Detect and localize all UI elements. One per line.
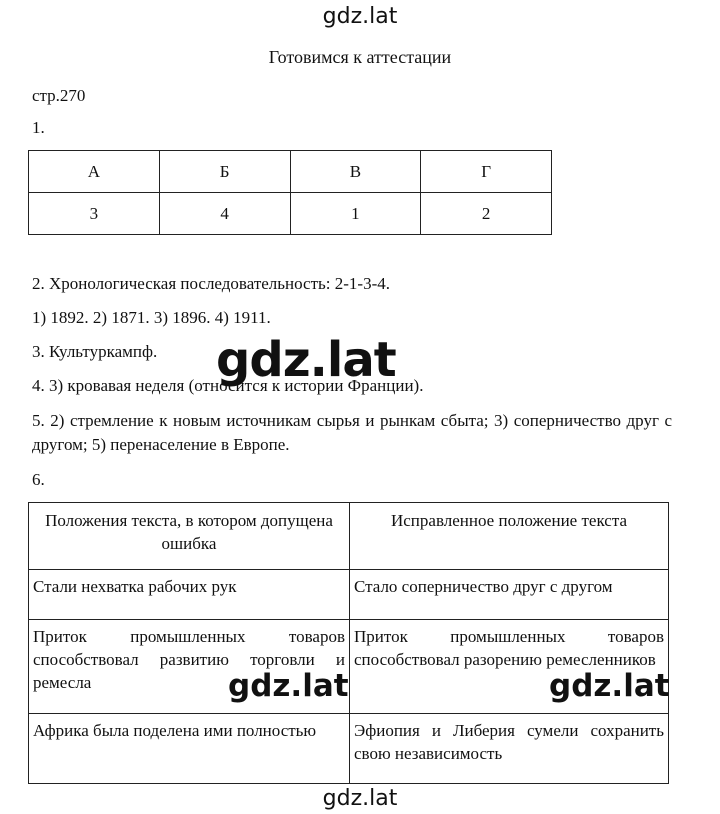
page-reference: стр.270 — [32, 86, 86, 105]
task-1-number: 1. — [32, 118, 45, 137]
watermark-table-right: gdz.lat — [549, 668, 670, 704]
task-2-dates: 1) 1892. 2) 1871. 3) 1896. 4) 1911. — [32, 308, 271, 327]
table-row — [29, 714, 669, 784]
table-cell: Эфиопия и Либерия сумели сохранить свою независимость — [350, 714, 669, 784]
table-cell: Приток промышленных товаров способствовал разорению ремесленников — [350, 620, 669, 714]
watermark-bottom: gdz.lat — [322, 786, 398, 811]
task-6-header-cell: Положения текста, в котором допущена ошибка — [29, 503, 350, 570]
answer-table-value-cell: 3 — [29, 193, 160, 235]
answer-table-value-cell: 4 — [159, 193, 290, 235]
page-title: Готовимся к аттестации — [268, 47, 452, 67]
answer-table-value-cell: 1 — [290, 193, 421, 235]
table-cell: Стали нехватка рабочих рук — [29, 570, 350, 620]
task-6-number: 6. — [32, 470, 45, 489]
task-1-answer-table — [28, 150, 552, 235]
watermark-top: gdz.lat — [322, 4, 398, 29]
watermark-large: gdz.lat — [216, 332, 396, 388]
task-6-header-row — [29, 503, 669, 570]
answer-table-header-cell: Б — [159, 151, 290, 193]
task-3-text: 3. Культуркампф. — [32, 342, 158, 361]
task-6-table — [28, 502, 669, 784]
task-4-text: 4. 3) кровавая неделя (относится к истории Франции). — [32, 376, 424, 395]
task-5-text: 5. 2) стремление к новым источникам сырья и рынкам сбыта; 3) соперничество друг с другом; 5) перенаселение в Европе. — [32, 411, 672, 454]
answer-table-header-cell: А — [29, 151, 160, 193]
task-2-text: 2. Хронологическая последовательность: 2-1-3-4. — [32, 274, 390, 293]
watermark-table-left: gdz.lat — [228, 668, 349, 704]
table-cell: Африка была поделена ими полностью — [29, 714, 350, 784]
answer-table-header-cell: Г — [421, 151, 552, 193]
answer-table-value-row — [29, 193, 552, 235]
table-cell: Стало соперничество друг с другом — [350, 570, 669, 620]
table-cell: Приток промышленных товаров способствовал развитию торговли и ремесла — [29, 620, 350, 714]
answer-table-header-cell: В — [290, 151, 421, 193]
table-row — [29, 570, 669, 620]
answer-table-header-row — [29, 151, 552, 193]
task-6-header-cell: Исправленное положение текста — [350, 503, 669, 570]
answer-table-value-cell: 2 — [421, 193, 552, 235]
